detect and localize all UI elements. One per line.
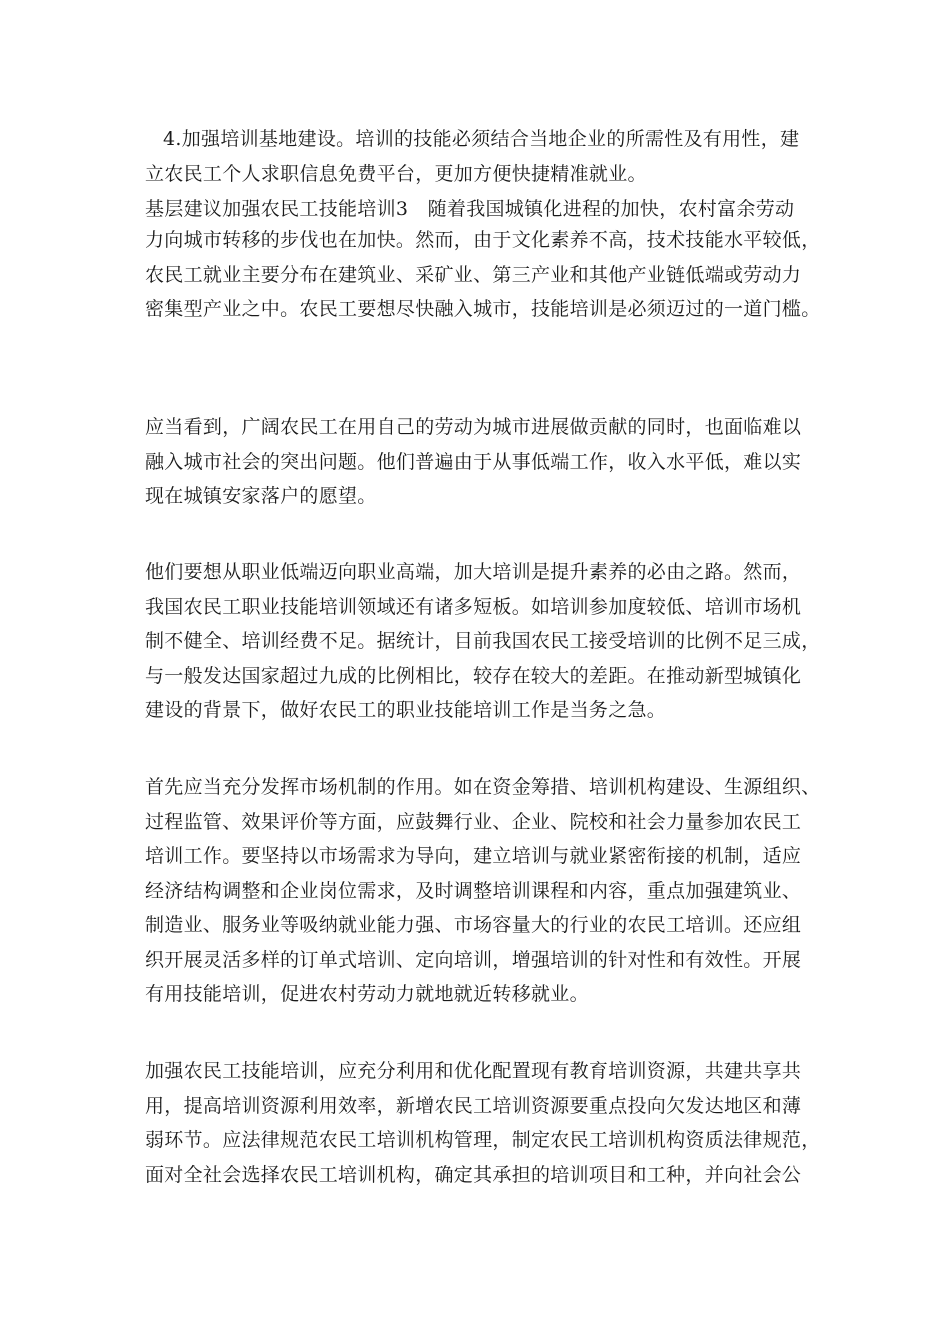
text-line: 制不健全、培训经费不足。据统计，目前我国农民工接受培训的比例不足三成， xyxy=(145,630,821,652)
paragraph-resource-allocation xyxy=(145,1054,821,1192)
paragraph-urbanization-intro xyxy=(145,195,821,327)
text-line: 弱环节。应法律规范农民工培训机构管理，制定农民工培训机构资质法律规范， xyxy=(145,1129,821,1151)
text-line: 密集型产业之中。农民工要想尽快融入城市，技能培训是必须迈过的一道门槛。 xyxy=(145,298,821,320)
text-line: 建设的背景下，做好农民工的职业技能培训工作是当务之急。 xyxy=(145,699,667,721)
text-line: 有用技能培训，促进农村劳动力就地就近转移就业。 xyxy=(145,983,589,1005)
text-line: 培训工作。要坚持以市场需求为导向，建立培训与就业紧密衔接的机制，适应 xyxy=(145,845,802,867)
text-line: 力向城市转移的步伐也在加快。然而，由于文化素养不高，技术技能水平较低， xyxy=(145,229,821,251)
paragraph-training-base xyxy=(145,122,815,191)
text-line: 应当看到，广阔农民工在用自己的劳动为城市进展做贡献的同时，也面临难以 xyxy=(145,416,802,438)
text-line: 他们要想从职业低端迈向职业高端，加大培训是提升素养的必由之路。然而， xyxy=(145,561,802,583)
text-line: 加强农民工技能培训，应充分利用和优化配置现有教育培训资源，共建共享共 xyxy=(145,1060,802,1082)
text-line: 我国农民工职业技能培训领域还有诸多短板。如培训参加度较低、培训市场机 xyxy=(145,595,802,618)
text-line: 制造业、服务业等吸纳就业能力强、市场容量大的行业的农民工培训。还应组 xyxy=(145,914,802,936)
text-line: 首先应当充分发挥市场机制的作用。如在资金筹措、培训机构建设、生源组织、 xyxy=(145,776,821,798)
text-line: 现在城镇安家落户的愿望。 xyxy=(145,485,377,507)
text-line: 过程监管、效果评价等方面，应鼓舞行业、企业、院校和社会力量参加农民工 xyxy=(145,810,802,833)
text-line: 基层建议加强农民工技能培训3 随着我国城镇化进程的加快，农村富余劳动 xyxy=(145,198,795,220)
paragraph-integration-problems xyxy=(145,410,815,514)
text-line: 用，提高培训资源利用效率，新增农民工培训资源要重点投向欠发达地区和薄 xyxy=(145,1094,802,1117)
text-line: 农民工就业主要分布在建筑业、采矿业、第三产业和其他产业链低端或劳动力 xyxy=(145,263,802,286)
text-line: 与一般发达国家超过九成的比例相比，较存在较大的差距。在推动新型城镇化 xyxy=(145,664,802,687)
text-line: 面对全社会选择农民工培训机构，确定其承担的培训项目和工种，并向社会公 xyxy=(145,1163,802,1186)
text-line: 4.加强培训基地建设。培训的技能必须结合当地企业的所需性及有用性，建 xyxy=(163,128,800,150)
text-line: 融入城市社会的突出问题。他们普遍由于从事低端工作，收入水平低，难以实 xyxy=(145,450,802,473)
paragraph-market-mechanism xyxy=(145,770,821,1012)
text-line: 立农民工个人求职信息免费平台，更加方便快捷精准就业。 xyxy=(145,162,647,185)
paragraph-training-shortcomings xyxy=(145,555,821,728)
text-line: 经济结构调整和企业岗位需求，及时调整培训课程和内容，重点加强建筑业、 xyxy=(145,879,802,902)
text-line: 织开展灵活多样的订单式培训、定向培训，增强培训的针对性和有效性。开展 xyxy=(145,948,802,971)
